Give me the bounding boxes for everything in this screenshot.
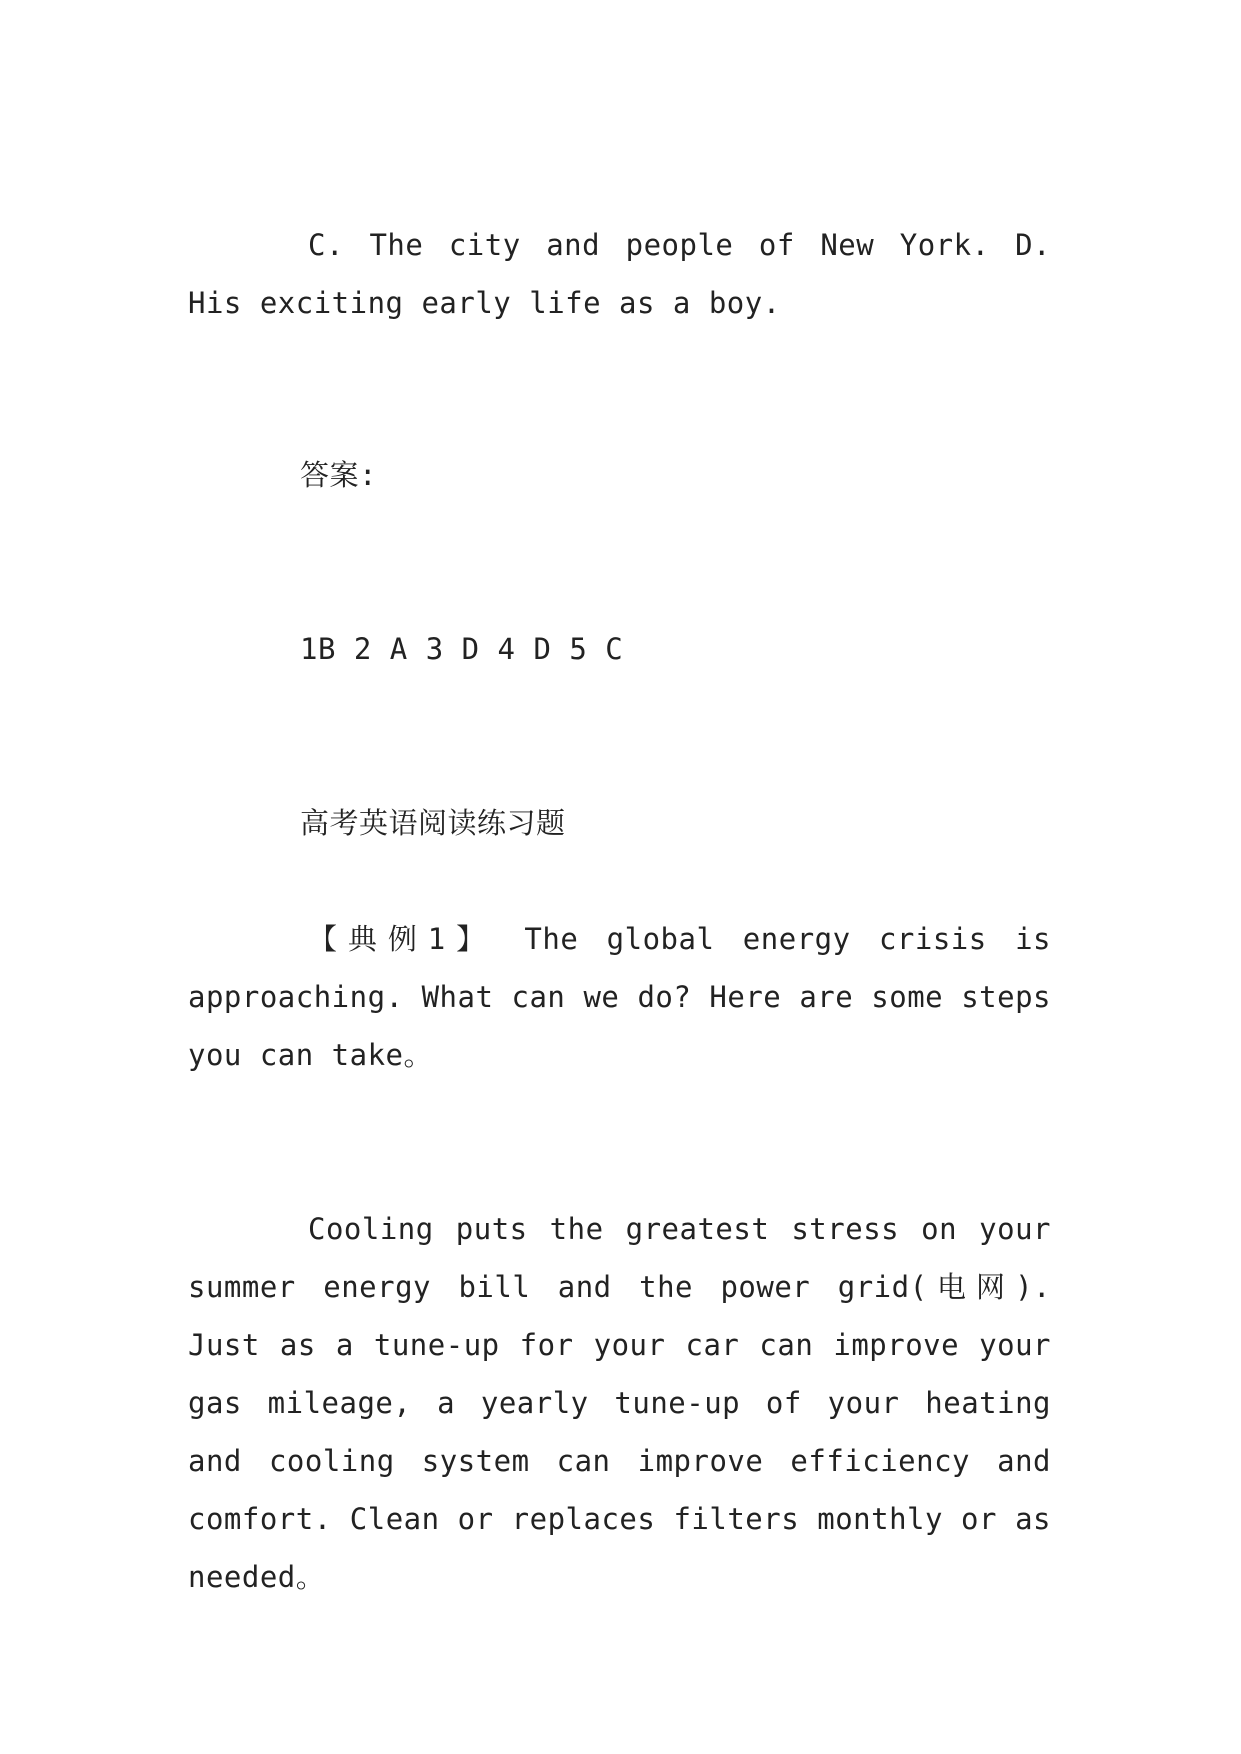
paragraph-cooling: Cooling puts the greatest stress on your summer energy bill and the power grid(电网). Just as a tune-up for your car can improve your gas mileage, a yearly tune-up of your heating and cooling system can improve efficiency and comfort. Clean or replaces filters monthly or as needed。	[188, 1212, 1051, 1594]
paragraph-options-c-d: C. The city and people of New York. D. His exciting early life as a boy.	[188, 228, 1051, 320]
answer-heading: 答案:	[300, 458, 377, 492]
paragraph-example-intro: 【典例1】 The global energy crisis is approaching. What can we do? Here are some steps you can take。	[188, 922, 1051, 1072]
answer-key: 1B 2 A 3 D 4 D 5 C	[300, 632, 624, 666]
section-title: 高考英语阅读练习题	[300, 806, 566, 840]
